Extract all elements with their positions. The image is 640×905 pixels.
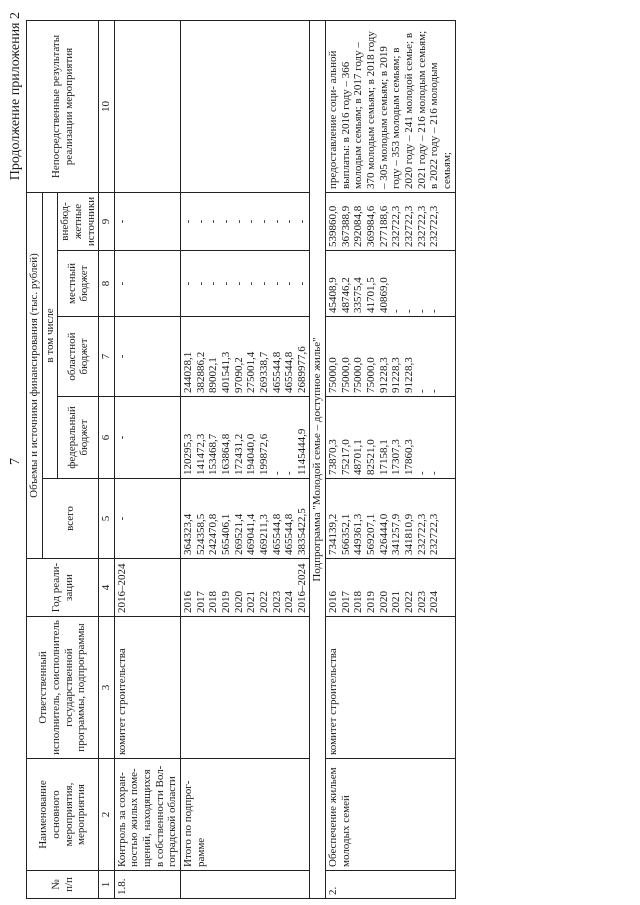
row-result <box>114 20 180 192</box>
row-reg: 244028,1 382886,2 89002,1 401541,3 97090,2 275001,4 269338,7 465544,8 465544,8 2689977,6 <box>181 317 310 397</box>
header-row-1 <box>27 20 43 898</box>
header-year: Год реали- зации <box>27 559 99 617</box>
row-reg: - <box>114 317 180 397</box>
header-name: Наименование основного мероприятия, мероприятия <box>27 759 99 871</box>
row-fed: 73870,3 75217,0 48701,1 82521,0 17158,1 17307,3 17860,3 - - <box>326 397 455 479</box>
row-name: Итого по подпрог- рамме <box>181 759 310 871</box>
col-num: 1 <box>99 871 115 899</box>
col-num: 3 <box>99 617 115 759</box>
finance-table <box>26 20 456 899</box>
header-fed: федеральный бюджет <box>58 397 99 479</box>
row-years: 2016 2017 2018 2019 2020 2021 2022 2023 2024 2016–2024 <box>181 559 310 617</box>
subprogram-title: Подпрограмма "Молодой семье – доступное жилье" <box>310 20 326 898</box>
subprogram-row <box>310 20 326 898</box>
row-ext: - <box>114 192 180 250</box>
header-finance: Объемы и источники финансирования (тыс. рублей) <box>27 192 43 558</box>
row-loc: - - - - - - - - - - <box>181 251 310 317</box>
header-loc: местный бюджет <box>58 251 99 317</box>
row-itogo <box>181 20 310 898</box>
row-exec <box>181 617 310 759</box>
col-num: 5 <box>99 479 115 559</box>
row-name: Обеспечение жильем молодых семей <box>326 759 455 871</box>
row-no <box>181 871 310 899</box>
row-2 <box>326 20 455 898</box>
header-reg: областной бюджет <box>58 317 99 397</box>
row-ext: - - - - - - - - - - <box>181 192 310 250</box>
row-result: предоставление соци- альной выплаты: в 2016 году – 366 молодым семьям; в 2017 году – 370 молодым семьям; в 2018 году – 305 молодым семьям; в 2019 году – 353 молодым семьям; в 2020 году – 241 молодой семье; в 2021 году – 216 молодым семьям; в 2022 году – 216 молодым семьям; <box>326 20 455 192</box>
col-num: 4 <box>99 559 115 617</box>
row-result <box>181 20 310 192</box>
row-fed: - <box>114 397 180 479</box>
header-result: Непосредственные результаты реализации мероприятия <box>27 20 99 192</box>
row-total: - <box>114 479 180 559</box>
col-num: 6 <box>99 397 115 479</box>
column-numbers-row <box>99 20 115 898</box>
col-num: 2 <box>99 759 115 871</box>
row-exec: комитет строительства <box>326 617 455 759</box>
col-num: 7 <box>99 317 115 397</box>
header-exec: Ответственный исполнитель, соисполнитель государственной программы, подпрограммы <box>27 617 99 759</box>
row-year: 2016–2024 <box>114 559 180 617</box>
row-no: 1.8. <box>114 871 180 899</box>
header-no: № п/п <box>27 871 99 899</box>
header-ext: внебюд- жетные источники <box>58 192 99 250</box>
col-num: 8 <box>99 251 115 317</box>
page-number: 7 <box>8 458 23 465</box>
row-1-8 <box>114 20 180 898</box>
row-fed: 120295,3 141472,3 153468,7 163864,8 172431,2 194040,0 199872,6 - - 1145444,9 <box>181 397 310 479</box>
row-reg: 75000,0 75000,0 75000,0 75000,0 91228,3 91228,3 91228,3 - - <box>326 317 455 397</box>
col-num: 10 <box>99 20 115 192</box>
row-no: 2. <box>326 871 455 899</box>
row-ext: 539860,0 367388,9 292084,8 369984,6 277188,6 232722,3 232722,3 232722,3 232722,3 <box>326 192 455 250</box>
header-incl: в том числе <box>42 192 58 478</box>
appendix-label: Продолжение приложения 2 <box>8 12 23 181</box>
row-name: Контроль за сохран- ностью жилых поме- щений, находящихся в собственности Вол- гоградской области <box>114 759 180 871</box>
row-exec: комитет строительства <box>114 617 180 759</box>
row-loc: 45408,9 48746,2 33575,4 41701,5 40869,0 - - - - <box>326 251 455 317</box>
row-total: 364323,4 524358,5 242470,8 565406,1 269521,4 469041,4 469211,3 465544,8 465544,8 3835422,5 <box>181 479 310 559</box>
row-years: 2016 2017 2018 2019 2020 2021 2022 2023 2024 <box>326 559 455 617</box>
col-num: 9 <box>99 192 115 250</box>
header-total: всего <box>42 479 99 559</box>
row-total: 734139,2 566352,1 449361,3 569207,1 426444,0 341257,9 341810,9 232722,3 232722,3 <box>326 479 455 559</box>
row-loc: - <box>114 251 180 317</box>
